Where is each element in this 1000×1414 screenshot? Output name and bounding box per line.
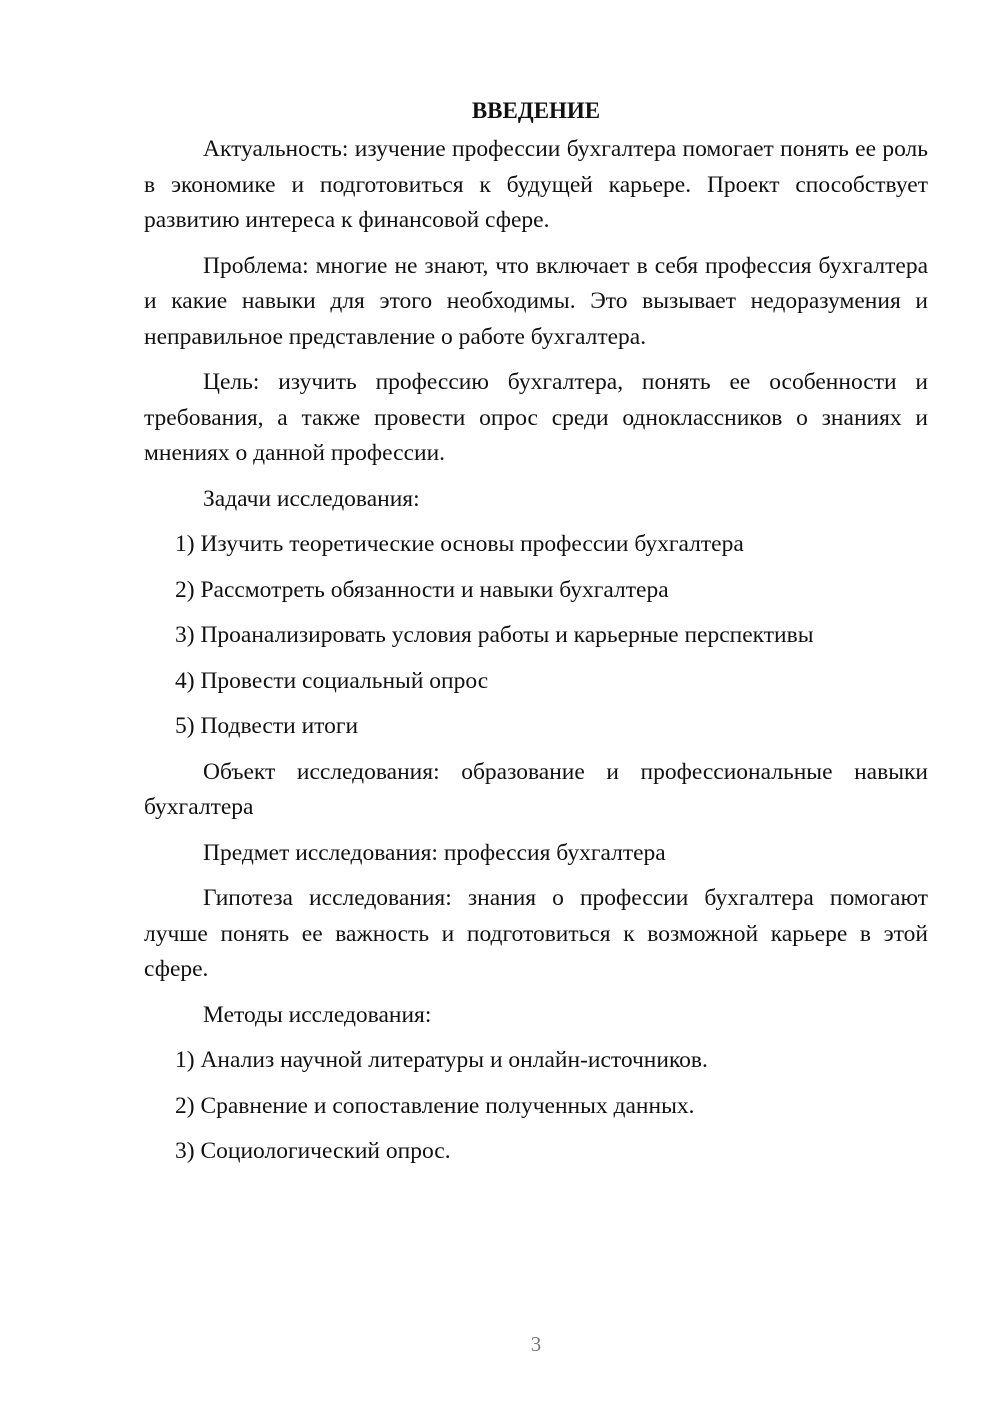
task-item: 1) Изучить теоретические основы профессии бухгалтера <box>175 531 744 557</box>
method-item: 1) Анализ научной литературы и онлайн-источников. <box>175 1047 708 1073</box>
section-title: ВВЕДЕНИЕ <box>471 98 601 123</box>
task-item: 4) Провести социальный опрос <box>175 667 489 694</box>
problem-paragraph: Проблема: многие не знают, что включает в себя профессия бухгалтера и какие навыки для этого необходимы. Это вызывает недоразумения и неправильное представление о работе бухгалтера. <box>144 252 928 350</box>
task-item: 5) Подвести итоги <box>175 713 359 739</box>
task-item: 2) Рассмотреть обязанности и навыки бухгалтера <box>175 576 669 603</box>
page-number: 3 <box>530 1332 542 1356</box>
methods-heading: Методы исследования: <box>203 1001 432 1028</box>
hypothesis-paragraph: Гипотеза исследования: знания о профессии бухгалтера помогают лучше понять ее важность и подготовиться к возможной карьере в этой сфере. <box>144 885 928 982</box>
method-item: 3) Социологический опрос. <box>175 1138 451 1164</box>
tasks-heading: Задачи исследования: <box>203 485 420 512</box>
subject-paragraph: Предмет исследования: профессия бухгалтера <box>203 839 666 866</box>
task-item: 3) Проанализировать условия работы и карьерные перспективы <box>175 622 814 648</box>
object-paragraph: Объект исследования: образование и профессиональные навыки бухгалтера <box>144 758 928 820</box>
method-item: 2) Сравнение и сопоставление полученных данных. <box>175 1092 695 1119</box>
relevance-paragraph: Актуальность: изучение профессии бухгалтера помогает понять ее роль в экономике и подготовиться к будущей карьере. Проект способствует развитию интереса к финансовой сфере. <box>144 136 928 233</box>
goal-paragraph: Цель: изучить профессию бухгалтера, понять ее особенности и требования, а также провести опрос среди одноклассников о знаниях и мнениях о данной профессии. <box>144 369 928 466</box>
page-content <box>144 93 928 1180</box>
